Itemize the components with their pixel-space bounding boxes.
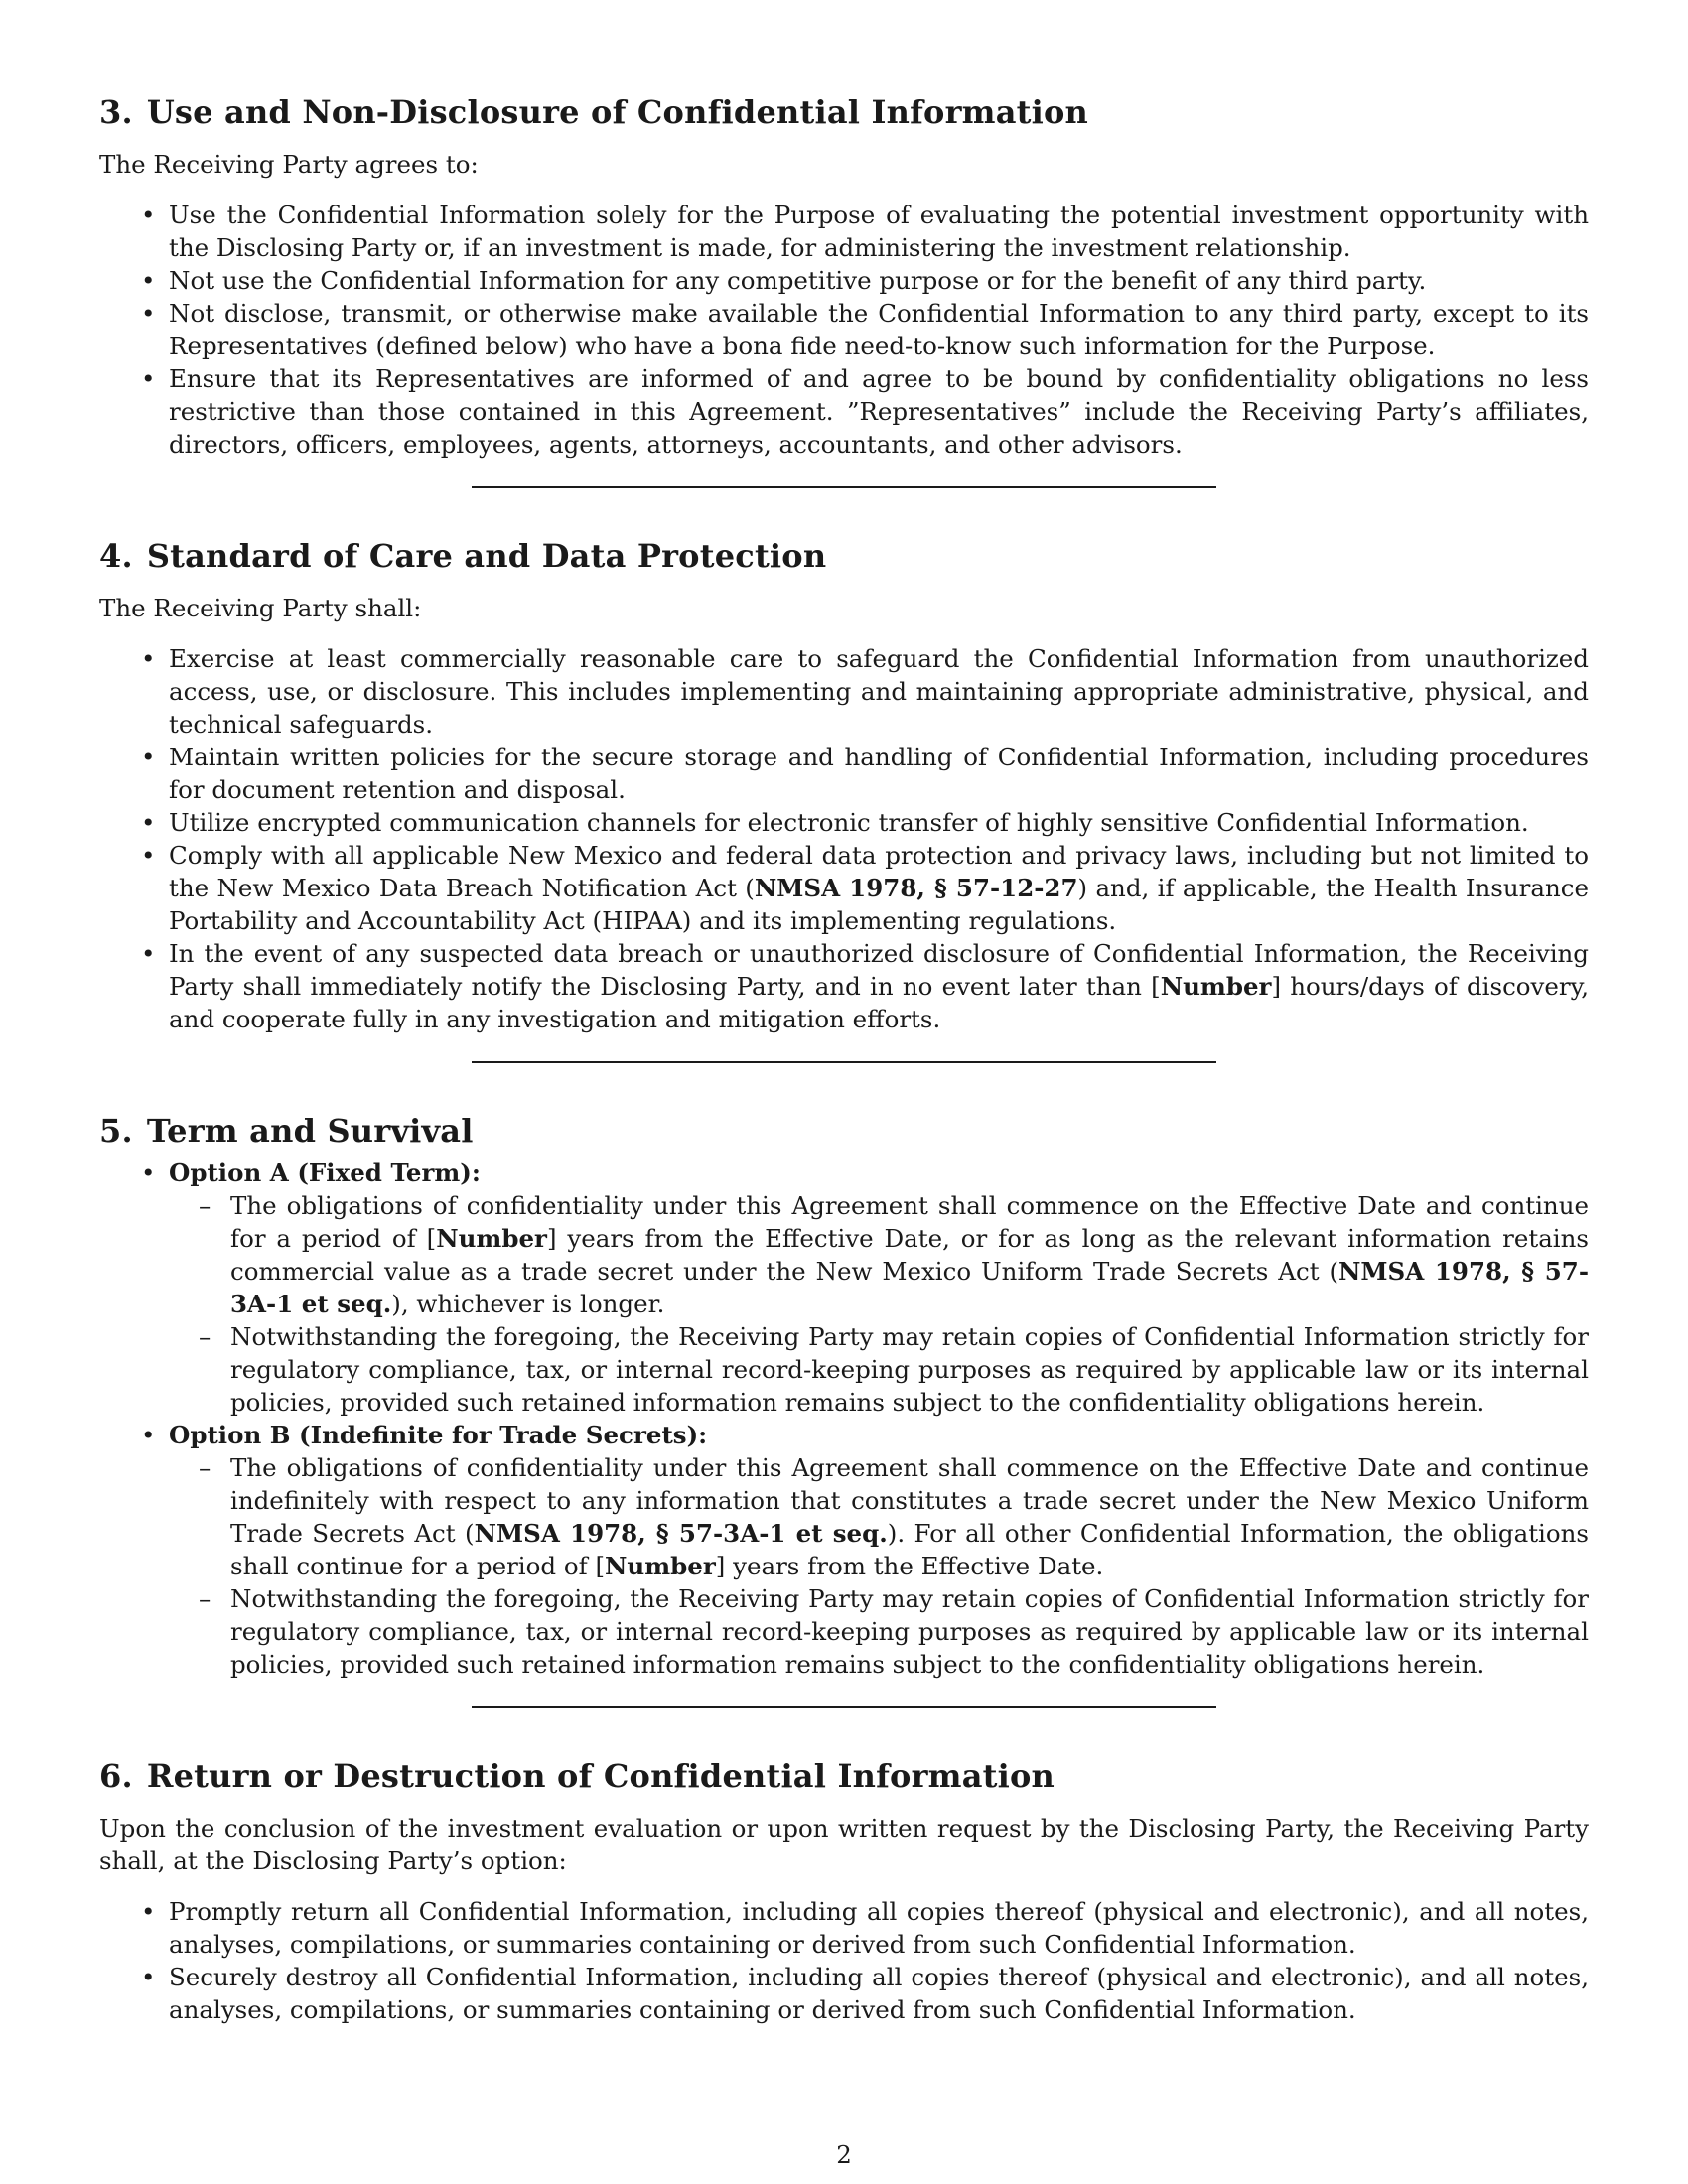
sub-item-text: The obligations of confidentiality under this Agreement shall commence on the Effective Date and continue indefinitely with respect to any information that constitutes a trade secret under the New Mexico Uniform Trade Secrets Act ( [230,1453,1589,1548]
sub-item [230,1451,1589,1582]
section-title: Term and Survival [146,1112,474,1150]
statute-citation: NMSA 1978, § 57-12-27 [754,874,1078,902]
option-a [169,1157,1589,1419]
section-4-intro: The Receiving Party shall: [99,594,422,622]
list-item: • Exercise at least commercially reasonable care to safeguard the Confidential Information from unauthorized access, use, or disclosure. This includes implementing and maintaining appropriate administrative, physical, and technical safeguards. [169,642,1589,741]
section-5-heading [99,1111,1589,1151]
section-number: 3. [99,93,133,131]
sub-item [230,1189,1589,1320]
option-b [169,1419,1589,1681]
section-divider [472,1061,1216,1063]
list-item: • Utilize encrypted communication channels for electronic transfer of highly sensitive Confidential Information. [169,806,1589,839]
sub-item: – Notwithstanding the foregoing, the Receiving Party may retain copies of Confidential Information strictly for regulatory compliance, tax, or internal record-keeping purposes as required by applicable law or its internal policies, provided such retained information remains subject to the confidentiality obligations herein. [230,1582,1589,1681]
section-3 [99,92,1589,461]
option-a-label: Option A (Fixed Term): [169,1159,481,1187]
list-item: • Maintain written policies for the secure storage and handling of Confidential Information, including procedures for document retention and disposal. [169,741,1589,806]
section-3-list [99,199,1589,461]
list-item: • Use the Confidential Information solely for the Purpose of evaluating the potential investment opportunity with the Disclosing Party or, if an investment is made, for administering the investment relationship. [169,199,1589,264]
statute-citation: NMSA 1978, § 57-3A-1 et seq. [230,1257,1589,1318]
page-number: 2 [836,2140,852,2169]
list-item-text: ) and, if applicable, the Health Insurance Portability and Accountability Act (HIPAA) and its implementing regulations. [169,874,1589,935]
statute-citation: NMSA 1978, § 57-3A-1 et seq. [474,1519,888,1548]
section-title: Use and Non-Disclosure of Confidential Information [146,93,1088,131]
section-6 [99,1756,1589,2026]
option-b-sublist [169,1451,1589,1681]
section-6-intro: Upon the conclusion of the investment evaluation or upon written request by the Disclosing Party, the Receiving Party shall, at the Disclosing Party’s option: [99,1814,1589,1875]
sub-item-text: ). For all other Confidential Information, the obligations shall continue for a period of [ [230,1519,1589,1580]
section-6-heading [99,1756,1589,1796]
list-item: • Not disclose, transmit, or otherwise make available the Confidential Information to any third party, except to its Representatives (defined below) who have a bona fide need-to-know such information for the Purpose. [169,297,1589,362]
section-6-list [99,1895,1589,2026]
sub-item-text: ] years from the Effective Date. [715,1552,1104,1580]
option-a-sublist [169,1189,1589,1419]
section-4-list [99,642,1589,1035]
section-number: 5. [99,1112,133,1150]
option-b-label: Option B (Indefinite for Trade Secrets): [169,1421,708,1449]
section-4-heading [99,536,1589,576]
list-item: • Securely destroy all Confidential Information, including all copies thereof (physical and electronic), and all notes, analyses, compilations, or summaries containing or derived from such Confidential Information. [169,1961,1589,2026]
list-item-text: In the event of any suspected data breach or unauthorized disclosure of Confidential Information, the Receiving Party shall immediately notify the Disclosing Party, and in no event later than [ [169,939,1589,1001]
placeholder-number: Number [1160,972,1272,1001]
list-item [169,937,1589,1035]
section-3-intro: The Receiving Party agrees to: [99,150,479,179]
section-3-heading [99,92,1589,132]
sub-item-text: The obligations of confidentiality under this Agreement shall commence on the Effective Date and continue for a period of [ [230,1191,1589,1253]
list-item-text: Comply with all applicable New Mexico and federal data protection and privacy laws, including but not limited to the New Mexico Data Breach Notification Act ( [169,841,1589,902]
section-5 [99,1111,1589,1681]
section-4 [99,536,1589,1035]
section-number: 4. [99,537,133,575]
section-5-list [99,1157,1589,1681]
placeholder-number: Number [436,1224,547,1253]
list-item: • Not use the Confidential Information for any competitive purpose or for the benefit of any third party. [169,264,1589,297]
list-item: • Ensure that its Representatives are informed of and agree to be bound by confidentiality obligations no less restrictive than those contained in this Agreement. ”Representatives” include the Receiving Party’s affiliates, directors, officers, employees, agents, attorneys, accountants, and other advisors. [169,362,1589,461]
list-item-text: ] hours/days of discovery, and cooperate fully in any investigation and mitigation efforts. [169,972,1589,1033]
list-item: • Promptly return all Confidential Information, including all copies thereof (physical and electronic), and all notes, analyses, compilations, or summaries containing or derived from such Confidential Information. [169,1895,1589,1961]
page-content [99,92,1589,2026]
section-title: Standard of Care and Data Protection [146,537,827,575]
section-number: 6. [99,1757,133,1795]
section-divider [472,1706,1216,1708]
sub-item-text: ), whichever is longer. [391,1290,665,1318]
sub-item: – Notwithstanding the foregoing, the Receiving Party may retain copies of Confidential Information strictly for regulatory compliance, tax, or internal record-keeping purposes as required by applicable law or its internal policies, provided such retained information remains subject to the confidentiality obligations herein. [230,1320,1589,1419]
section-divider [472,486,1216,488]
placeholder-number: Number [605,1552,716,1580]
list-item [169,839,1589,937]
section-title: Return or Destruction of Confidential Information [146,1757,1055,1795]
sub-item-text: ] years from the Effective Date, or for as long as the relevant information retains commercial value as a trade secret under the New Mexico Uniform Trade Secrets Act ( [230,1224,1589,1286]
